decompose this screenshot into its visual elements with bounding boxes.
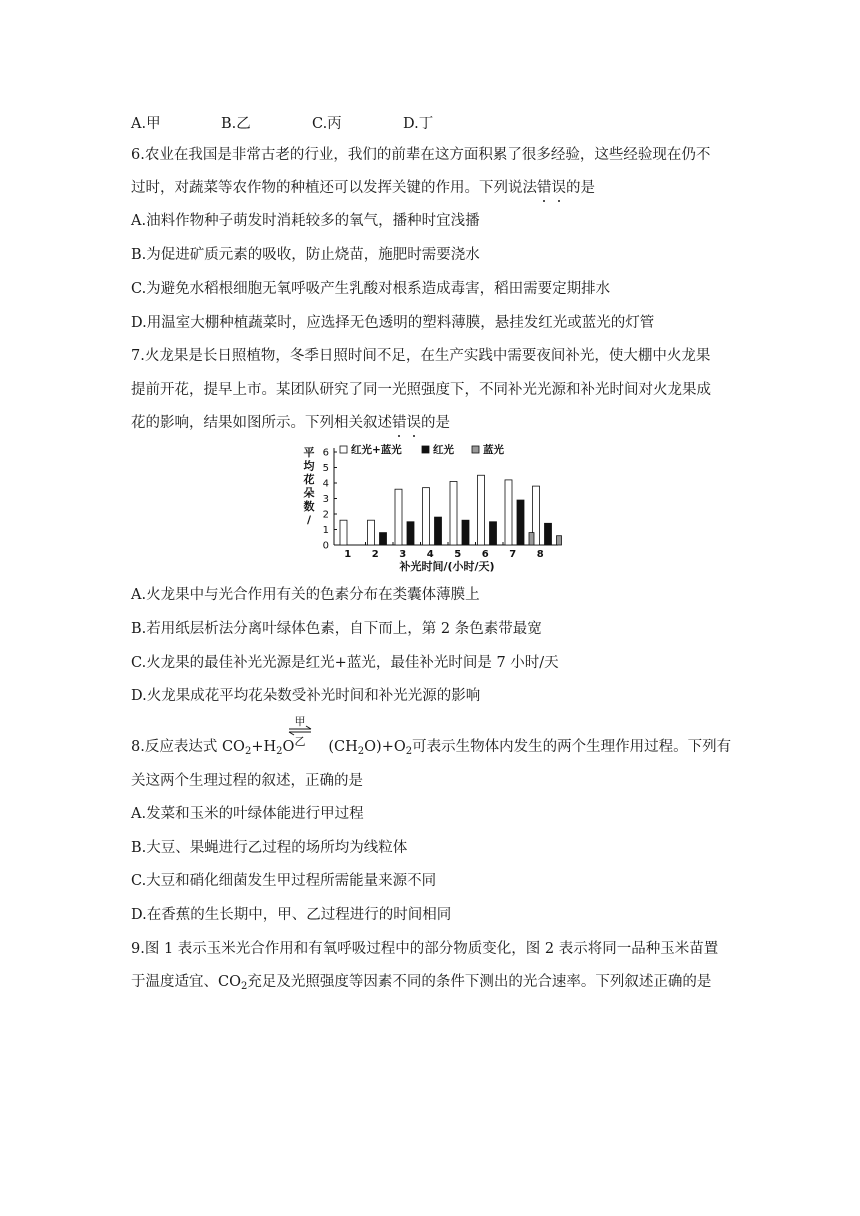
x-tick-label: 4 [426,549,434,560]
emphasis-char: 错 [537,180,552,196]
chart-legend [340,443,504,456]
q8-text: 8.反应表达式 CO [131,739,245,755]
bar [545,523,552,545]
q8-stem-line-1 [131,737,731,757]
x-tick-label: 6 [481,549,489,560]
legend-swatch [422,446,429,453]
q7-stem-text: 花的影响，结果如图所示。下列相关叙述 [131,415,392,431]
q7-stem-line-3 [131,413,450,433]
q6-stem-text: 过时，对蔬菜等农作物的种植还可以发挥关键的作用。下列说法 [131,180,537,196]
y-axis-label-char: 花 [303,473,315,486]
emphasis-char: 误 [406,415,421,431]
emphasis-char: 错 [392,415,407,431]
q7-option-d: D.火龙果成花平均花朵数受补光时间和补光光源的影响 [131,688,481,704]
q6-stem-line-2 [131,178,595,198]
bar [435,517,442,545]
q9-text: 充足及光照强度等因素不同的条件下测出的光合速率。下列叙述正确的是 [247,974,712,990]
subscript: 2 [244,746,252,757]
q7-option-c: C.火龙果的最佳补光光源是红光+蓝光，最佳补光时间是 7 小时/天 [131,655,559,671]
q6-stem-text: 的是 [566,180,595,196]
bar [340,520,347,545]
y-tick-label: 3 [322,494,329,505]
legend-label: 红光 [433,444,454,456]
x-tick-label: 3 [399,549,407,560]
legend-swatch [472,446,479,453]
bar [395,489,402,545]
flower-count-bar-chart [300,442,562,574]
subscript: 2 [240,981,248,992]
q5-option-b: B.乙 [221,116,251,132]
legend-swatch [340,446,347,453]
y-axis-label [303,445,316,527]
bar [368,520,375,545]
q6-option-d: D.用温室大棚种植蔬菜时，应选择无色透明的塑料薄膜，悬挂发红光或蓝光的灯管 [131,315,655,331]
x-tick-label: 5 [454,549,462,560]
chart-bars [340,475,562,545]
y-axis-label-char: 朵 [303,486,315,500]
legend-label: 蓝光 [483,444,504,456]
y-tick-label: 5 [322,463,329,474]
x-tick-label: 8 [536,549,544,560]
y-tick-label: 2 [322,509,329,521]
q5-option-d: D.丁 [403,116,434,132]
q6-option-c: C.为避免水稻根细胞无氧呼吸产生乳酸对根系造成毒害，稻田需要定期排水 [131,281,611,297]
q8-text: O)+O [364,739,406,755]
x-tick-label: 2 [371,549,379,560]
bar [557,536,562,545]
q8-text: 可表示生物体内发生的两个生理作用过程。下列有 [412,739,732,755]
y-axis-label-char: / [306,513,312,527]
q6-option-a: A.油料作物种子萌发时消耗较多的氧气，播种时宜浅播 [131,213,480,229]
q8-text: +H [251,739,277,755]
q6-stem-line-1: 6.农业在我国是非常古老的行业，我们的前辈在这方面积累了很多经验，这些经验现在仍不 [131,147,711,163]
arrow-label-bottom: 乙 [294,735,306,747]
emphasis-char: 误 [551,180,566,196]
q8-option-a: A.发菜和玉米的叶绿体能进行甲过程 [131,806,364,822]
subscript: 2 [357,746,365,757]
q8-text: O [282,739,295,755]
q9-stem-line-2 [131,972,711,992]
y-tick-label: 0 [322,540,329,552]
y-tick-label: 4 [322,478,329,490]
q6-option-b: B.为促进矿质元素的吸收，防止烧苗，施肥时需要浇水 [131,247,480,263]
q5-option-c: C.丙 [312,116,342,132]
bar [407,522,414,545]
q5-option-a: A.甲 [131,116,161,132]
y-axis-label-char: 均 [303,459,315,473]
y-tick-label: 6 [322,447,329,459]
x-axis-label: 补光时间/(小时/天) [399,560,495,573]
bar [380,533,387,545]
y-tick-label: 1 [322,525,329,536]
bar [462,520,469,545]
legend-label: 红光+蓝光 [351,444,402,456]
q9-stem-line-1: 9.图 1 表示玉米光合作用和有氧呼吸过程中的部分物质变化，图 2 表示将同一品种玉米苗置 [131,941,719,957]
bar [490,522,497,545]
q8-text: (CH [328,739,358,755]
q8-stem-line-2: 关这两个生理过程的叙述，正确的是 [131,773,363,789]
y-axis-label-char: 数 [303,500,315,513]
bar [517,500,524,545]
subscript: 2 [405,746,413,757]
q7-stem-line-1: 7.火龙果是长日照植物，冬季日照时间不足，在生产实践中需要夜间补光，使大棚中火龙果 [131,348,711,364]
q7-option-b: B.若用纸层析法分离叶绿体色素，自下而上，第 2 条色素带最宽 [131,621,542,637]
y-axis-label-char: 平 [303,446,315,459]
subscript: 2 [276,746,283,757]
arrow-label-top: 甲 [294,715,306,728]
x-tick-label: 7 [509,549,517,560]
q7-stem-line-2: 提前开花，提早上市。某团队研究了同一光照强度下，不同补光光源和补光时间对火龙果成 [131,382,711,398]
q8-option-b: B.大豆、果蝇进行乙过程的场所均为线粒体 [131,840,408,856]
bar [450,481,457,545]
q7-option-a: A.火龙果中与光合作用有关的色素分布在类囊体薄膜上 [131,587,480,603]
q9-text: 于温度适宜、CO [131,974,241,990]
bar [423,488,430,545]
q7-stem-text: 的是 [421,415,450,431]
x-tick-label: 1 [344,549,352,560]
bar [529,533,534,545]
bar [505,480,512,545]
bar [478,475,485,545]
q8-option-d: D.在香蕉的生长期中，甲、乙过程进行的时间相同 [131,907,452,923]
reversible-reaction-arrow [287,715,313,747]
q8-option-c: C.大豆和硝化细菌发生甲过程所需能量来源不同 [131,873,437,889]
